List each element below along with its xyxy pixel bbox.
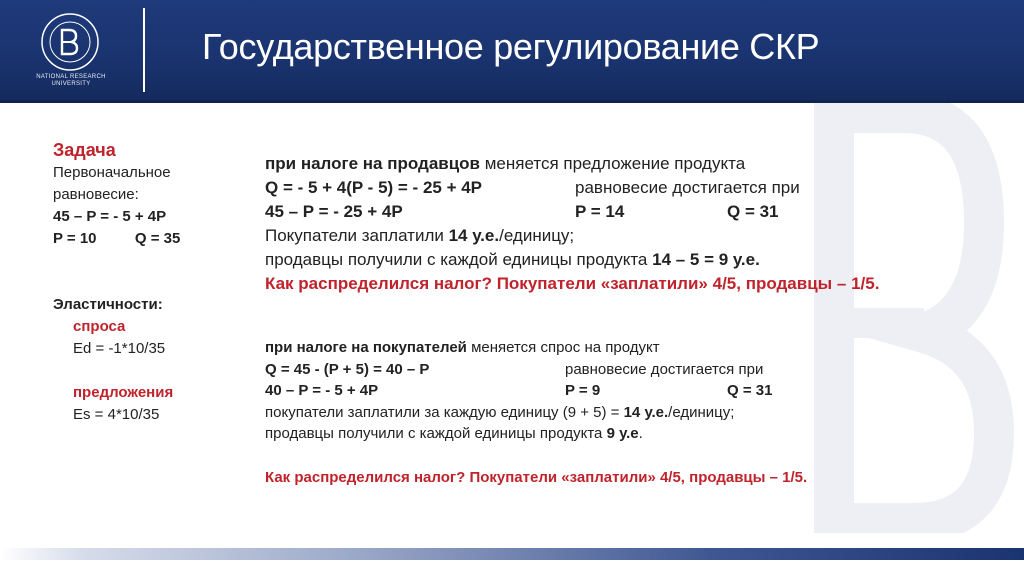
initial-equation: 45 – P = - 5 + 4P [53, 208, 167, 225]
sellers-sellers-got: продавцы получили с каждой единицы продукта 14 – 5 = 9 у.е. [265, 250, 760, 269]
initial-equilibrium-label-1: Первоначальное [53, 164, 171, 181]
sellers-buyers-paid: Покупатели заплатили 14 у.е./единицу; [265, 226, 575, 245]
sellers-q-value: Q = 31 [727, 202, 779, 221]
task-title: Задача [53, 140, 116, 160]
buyers-q-value: Q = 31 [727, 382, 773, 399]
sellers-conclusion: Как распределился налог? Покупатели «заплатили» 4/5, продавцы – 1/5. [265, 274, 880, 293]
demand-elasticity-formula: Ed = -1*10/35 [73, 340, 166, 357]
supply-elasticity-formula: Es = 4*10/35 [73, 406, 160, 423]
buyers-demand-row [265, 359, 985, 381]
buyers-demand-equation: Q = 45 - (P + 5) = 40 – P [265, 360, 430, 378]
sellers-tax-section [265, 152, 985, 296]
sellers-equilibrium-row [265, 200, 985, 224]
sellers-equilibrium-note: равновесие достигается при [575, 178, 800, 197]
task-panel [53, 138, 243, 426]
buyers-equilibrium-note: равновесие достигается при [565, 360, 764, 378]
sellers-tax-heading: при налоге на продавцов меняется предложение продукта [265, 154, 746, 173]
sellers-p-value: P = 14 [575, 202, 625, 221]
supply-elasticity-label: предложения [73, 384, 174, 401]
buyers-p-value: P = 9 [565, 382, 601, 399]
buyers-equilibrium-equation: 40 – P = - 5 + 4P [265, 382, 379, 399]
slide-header [0, 0, 1024, 103]
hse-emblem-icon [40, 12, 100, 72]
hse-logo [22, 12, 120, 94]
buyers-buyers-paid: покупатели заплатили за каждую единицу (9 + 5) = 14 у.е./единицу; [265, 403, 735, 421]
buyers-equilibrium-row [265, 380, 985, 402]
buyers-conclusion: Как распределился налог? Покупатели «заплатили» 4/5, продавцы – 1/5. [265, 468, 808, 486]
demand-elasticity-label: спроса [73, 318, 126, 335]
initial-equilibrium-label-2: равновесие: [53, 186, 139, 203]
buyers-tax-heading: при налоге на покупателей меняется спрос на продукт [265, 339, 660, 356]
sellers-supply-equation: Q = - 5 + 4(P - 5) = - 25 + 4P [265, 178, 483, 197]
sellers-supply-row [265, 176, 985, 200]
buyers-tax-section [265, 337, 985, 488]
initial-values [53, 228, 243, 250]
sellers-equilibrium-equation: 45 – P = - 25 + 4P [265, 202, 403, 221]
initial-p-value: P = 10 [53, 230, 97, 247]
logo-caption: NATIONAL RESEARCH UNIVERSITY [36, 74, 106, 87]
header-divider [143, 8, 145, 92]
slide-title: Государственное регулирование СКР [202, 26, 820, 67]
elasticity-title: Эластичности: [53, 296, 163, 313]
initial-q-value: Q = 35 [134, 230, 181, 247]
buyers-sellers-got: продавцы получили с каждой единицы продукта 9 у.е. [265, 425, 643, 442]
footer-gradient-bar [0, 548, 1024, 560]
